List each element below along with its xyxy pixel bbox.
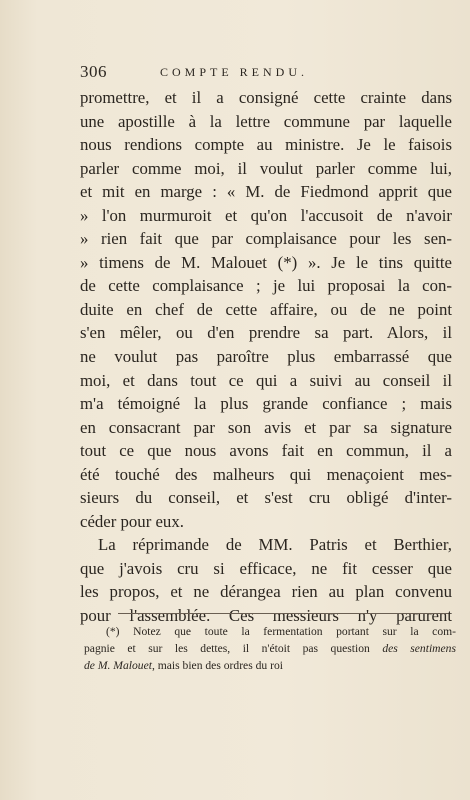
text-line: ne voulut pas paroître plus embarrassé que (80, 347, 452, 367)
footnote-divider (118, 613, 448, 614)
text-line: m'a témoigné la plus grande confiance ; mais (80, 394, 452, 414)
footnote-italic-text: de M. Malouet (84, 659, 152, 672)
text-line: promettre, et il a consigné cette crainte dans (80, 88, 452, 107)
text-line: pour l'assemblée. Ces messieurs n'y parurent (80, 606, 452, 626)
text-line: » timens de M. Malouet (*) ». Je le tins quitte (80, 252, 452, 272)
text-line: céder pour eux. (80, 511, 184, 531)
page-number: 306 (80, 62, 107, 81)
text-line: été touché des malheurs qui menaçoient mes- (80, 464, 452, 484)
text-line: une apostille à la lettre commune par laquelle (80, 111, 452, 131)
text-line: que j'avois cru si efficace, ne fit cesser que (80, 558, 452, 578)
text-line: » rien fait que par complaisance pour les sen- (80, 229, 452, 249)
text-line: tout ce que nous avons fait en commun, il a (80, 441, 452, 461)
footnote-text: pagnie et sur les dettes, il n'étoit pas question (84, 642, 383, 655)
footnote (84, 623, 456, 674)
text-line: La réprimande de MM. Patris et Berthier, (98, 535, 452, 555)
text-line: nous rendions compte au ministre. Je le faisois (80, 135, 452, 155)
footnote-line: (*) Notez que toute la fermentation portant sur la com- (106, 625, 456, 638)
text-line: moi, et dans tout ce qui a suivi au conseil il (80, 370, 452, 390)
page-header (80, 62, 452, 84)
footnote-line (84, 657, 456, 674)
text-line: » l'on murmuroit et qu'on l'accusoit de n'avoir (80, 205, 452, 225)
text-line: et mit en marge : « M. de Fiedmond apprit que (80, 182, 452, 202)
footnote-text: , mais bien des ordres du roi (151, 659, 283, 672)
text-line: parler comme moi, il voulut parler comme lui, (80, 158, 452, 178)
body-text (80, 86, 452, 628)
text-line: les propos, et ne dérangea rien au plan convenu (80, 582, 452, 602)
footnote-italic-text: des sentimens (382, 642, 456, 655)
text-line: duite en chef de cette affaire, ou de ne point (80, 299, 452, 319)
running-head: COMPTE RENDU. (160, 65, 309, 79)
text-line: en consacrant par son avis et par sa signature (80, 417, 452, 437)
text-line: sieurs du conseil, et s'est cru obligé d'inter- (80, 488, 452, 508)
text-line: s'en mêler, ou d'en prendre sa part. Alors, il (80, 323, 452, 343)
text-line: de cette complaisance ; je lui proposai la con- (80, 276, 452, 296)
footnote-line (84, 640, 456, 657)
